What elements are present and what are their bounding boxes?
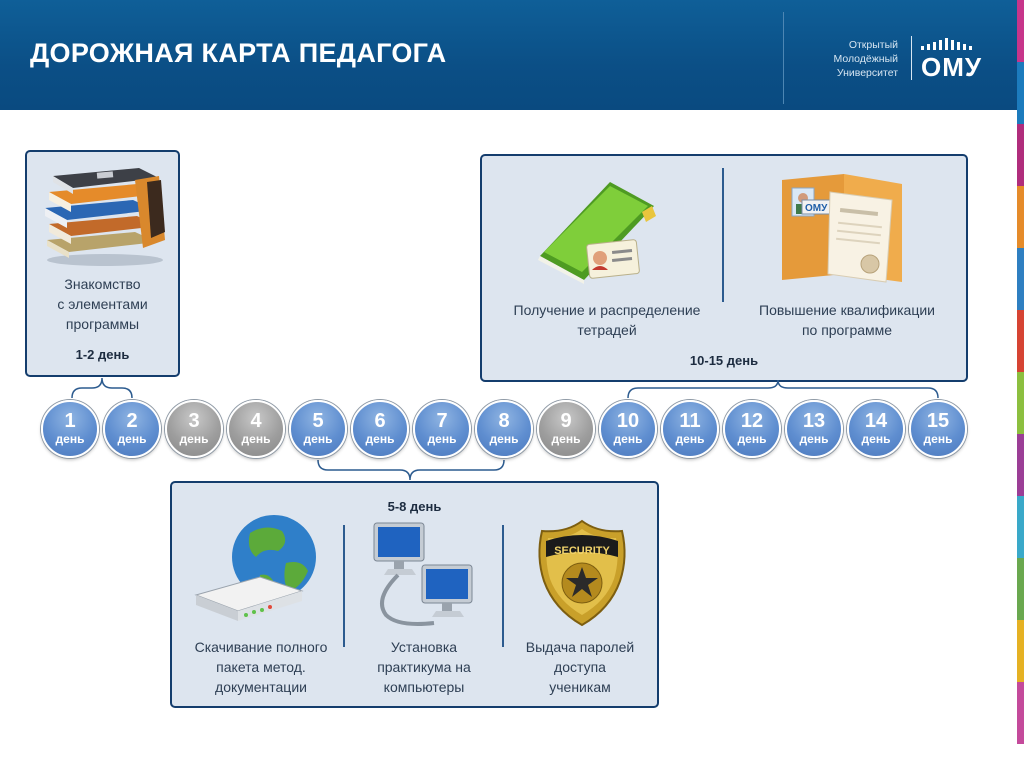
day-number: 13: [802, 410, 826, 432]
day-unit-label: день: [241, 432, 271, 446]
day-number: 2: [126, 410, 138, 432]
top-days: 10-15 день: [689, 353, 759, 368]
day-unit-label: день: [861, 432, 891, 446]
page-title: ДОРОЖНАЯ КАРТА ПЕДАГОГА: [30, 38, 447, 68]
day-number: 7: [436, 410, 448, 432]
day-unit-label: день: [303, 432, 333, 446]
day-circle-4: [227, 400, 285, 458]
day-number: 3: [188, 410, 200, 432]
bottom-days: 5-8 день: [387, 499, 442, 514]
day-number: 6: [374, 410, 386, 432]
day-number: 4: [250, 410, 262, 432]
day-unit-label: день: [675, 432, 705, 446]
day-circle-11: [661, 400, 719, 458]
logo-line-1: Открытый: [848, 39, 898, 51]
day-number: 5: [312, 410, 324, 432]
bottom-caption-1: Скачивание полного пакета метод. документации: [194, 639, 328, 695]
day-circle-6: [351, 400, 409, 458]
bottom-caption-2: Установка практикума на компьютеры: [377, 639, 471, 695]
day-unit-label: день: [551, 432, 581, 446]
day-number: 1: [64, 410, 76, 432]
day-number: 8: [498, 410, 510, 432]
day-number: 9: [560, 410, 572, 432]
intro-days: 1-2 день: [75, 347, 130, 362]
day-number: 12: [740, 410, 764, 432]
day-circle-10: [599, 400, 657, 458]
day-unit-label: день: [489, 432, 519, 446]
day-circle-12: [723, 400, 781, 458]
day-circle-14: [847, 400, 905, 458]
bracket-top: [628, 380, 938, 398]
day-circle-9: [537, 400, 595, 458]
bracket-intro: [72, 378, 132, 398]
svg-text:ОМУ: ОМУ: [805, 203, 828, 214]
day-unit-label: день: [117, 432, 147, 446]
bottom-caption-3: Выдача паролей доступа ученикам: [525, 639, 635, 695]
day-unit-label: день: [427, 432, 457, 446]
day-circle-8: [475, 400, 533, 458]
bracket-bottom: [318, 460, 504, 480]
day-number: 10: [616, 410, 640, 432]
logo-line-2: Молодёжный: [833, 53, 898, 65]
badge-text: SECURITY: [554, 545, 610, 557]
day-circle-1: [41, 400, 99, 458]
day-circle-3: [165, 400, 223, 458]
day-unit-label: день: [55, 432, 85, 446]
day-unit-label: день: [613, 432, 643, 446]
day-circle-5: [289, 400, 347, 458]
day-circle-13: [785, 400, 843, 458]
intro-caption: Знакомство с элементами программы: [57, 276, 148, 332]
day-number: 15: [926, 410, 950, 432]
day-unit-label: день: [923, 432, 953, 446]
top-caption-1: Получение и распределение тетрадей: [513, 302, 701, 338]
day-unit-label: день: [365, 432, 395, 446]
day-unit-label: день: [737, 432, 767, 446]
logo-brand: ОМУ: [921, 52, 983, 82]
day-circle-15: [909, 400, 967, 458]
day-circle-2: [103, 400, 161, 458]
top-caption-2: Повышение квалификации по программе: [759, 302, 935, 338]
day-unit-label: день: [179, 432, 209, 446]
logo-line-3: Университет: [836, 67, 898, 79]
day-circle-7: [413, 400, 471, 458]
day-number: 11: [679, 410, 701, 432]
day-number: 14: [864, 410, 888, 432]
day-unit-label: день: [799, 432, 829, 446]
